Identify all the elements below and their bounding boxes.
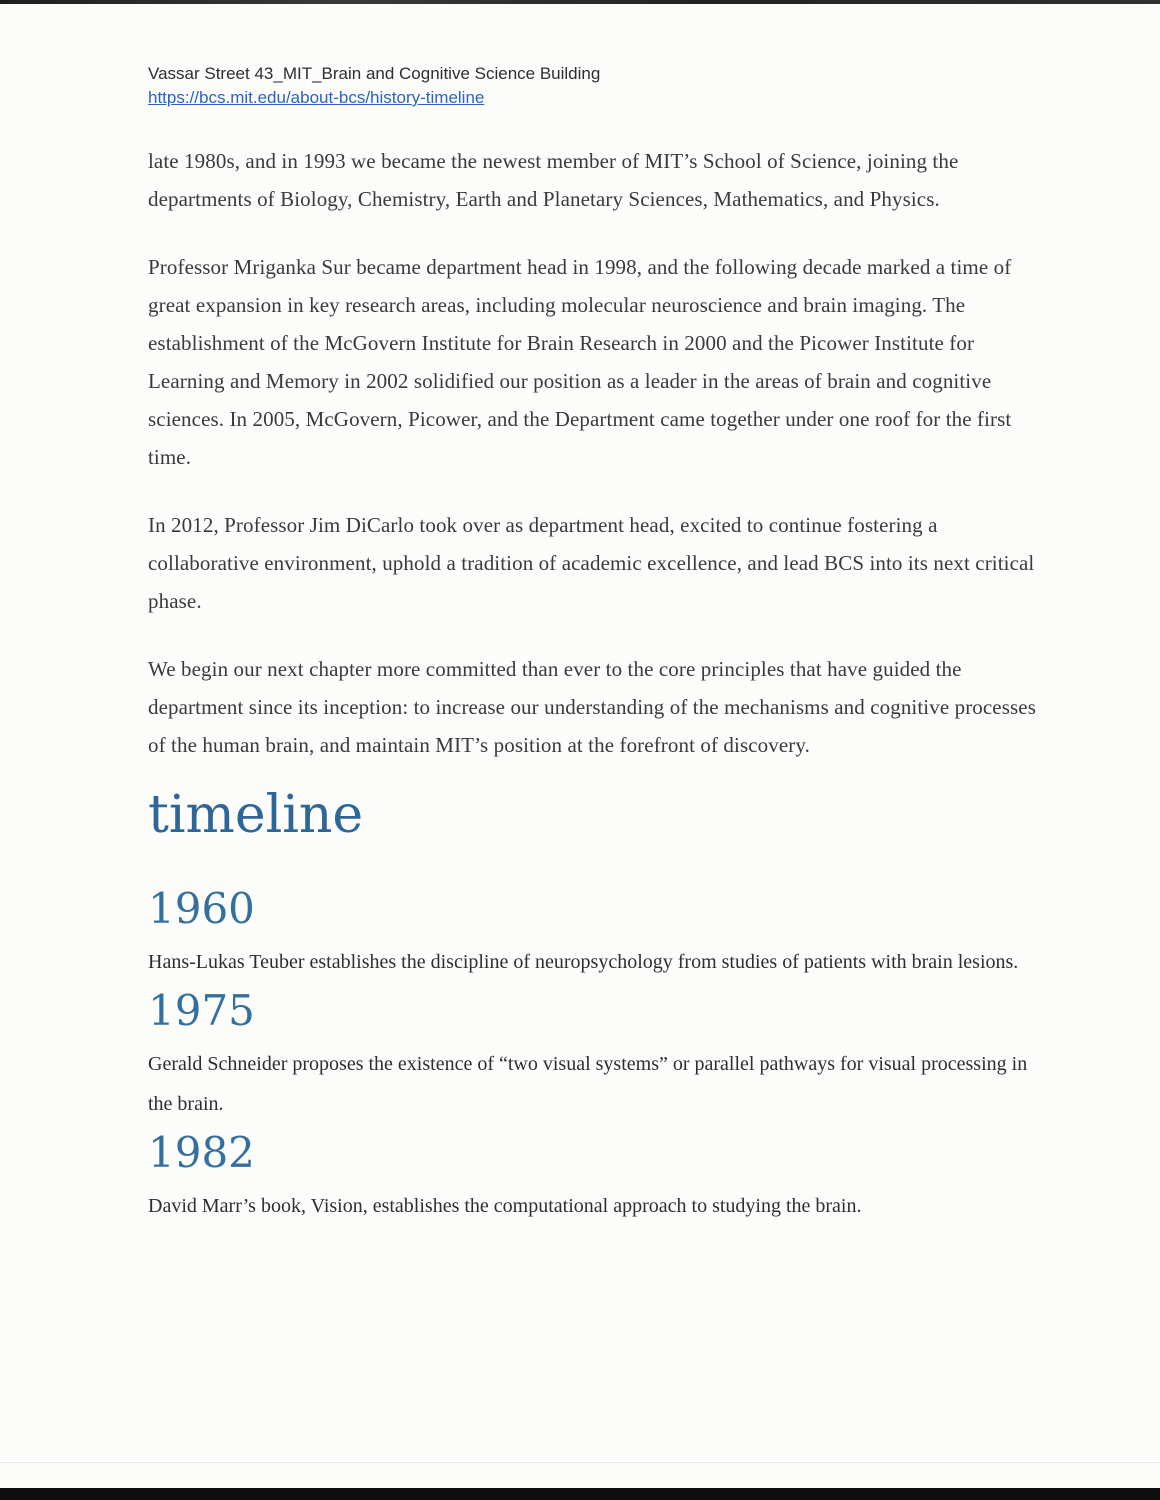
timeline-year-1960: 1960 <box>148 884 255 933</box>
document-header <box>148 62 1036 110</box>
document-title: Vassar Street 43_MIT_Brain and Cognitive Science Building <box>148 64 601 83</box>
timeline-entry-1975-text: Gerald Schneider proposes the existence of “two visual systems” or parallel pathways for visual processing in the brain. <box>148 1053 1028 1115</box>
intro-paragraph-3: In 2012, Professor Jim DiCarlo took over as department head, excited to continue fostering a collaborative environment, uphold a tradition of academic excellence, and lead BCS into its next critical phase. <box>148 513 1035 613</box>
timeline-heading: timeline <box>148 785 364 845</box>
intro-paragraph-2: Professor Mriganka Sur became department head in 1998, and the following decade marked a time of great expansion in key research areas, including molecular neuroscience and brain imaging. The establishment of the McGovern Institute for Brain Research in 2000 and the Picower Institute for Learning and Memory in 2002 solidified our position as a leader in the areas of brain and cognitive sciences. In 2005, McGovern, Picower, and the Department came together under one roof for the first time. <box>148 255 1012 469</box>
timeline-section <box>148 884 1036 1226</box>
timeline-entry-1982-text: David Marr’s book, Vision, establishes the computational approach to studying the brain. <box>148 1195 862 1217</box>
history-timeline-link[interactable]: https://bcs.mit.edu/about-bcs/history-timeline <box>148 88 485 107</box>
timeline-entry-1960-text: Hans-Lukas Teuber establishes the discipline of neuropsychology from studies of patients with brain lesions. <box>148 951 1019 973</box>
intro-section <box>148 142 1036 764</box>
intro-paragraph-4: We begin our next chapter more committed than ever to the core principles that have guided the department since its inception: to increase our understanding of the mechanisms and cognitive processes of the human brain, and maintain MIT’s position at the forefront of discovery. <box>148 657 1036 757</box>
document-content <box>148 62 1036 1226</box>
scan-artifact-bottom-edge <box>0 1488 1160 1500</box>
timeline-year-1975: 1975 <box>148 986 255 1035</box>
timeline-year-1982: 1982 <box>148 1128 255 1177</box>
scan-artifact-faint-rule <box>0 1462 1160 1463</box>
intro-paragraph-1: late 1980s, and in 1993 we became the newest member of MIT’s School of Science, joining the departments of Biology, Chemistry, Earth and Planetary Sciences, Mathematics, and Physics. <box>148 149 959 211</box>
scan-artifact-top-edge <box>0 0 1160 4</box>
